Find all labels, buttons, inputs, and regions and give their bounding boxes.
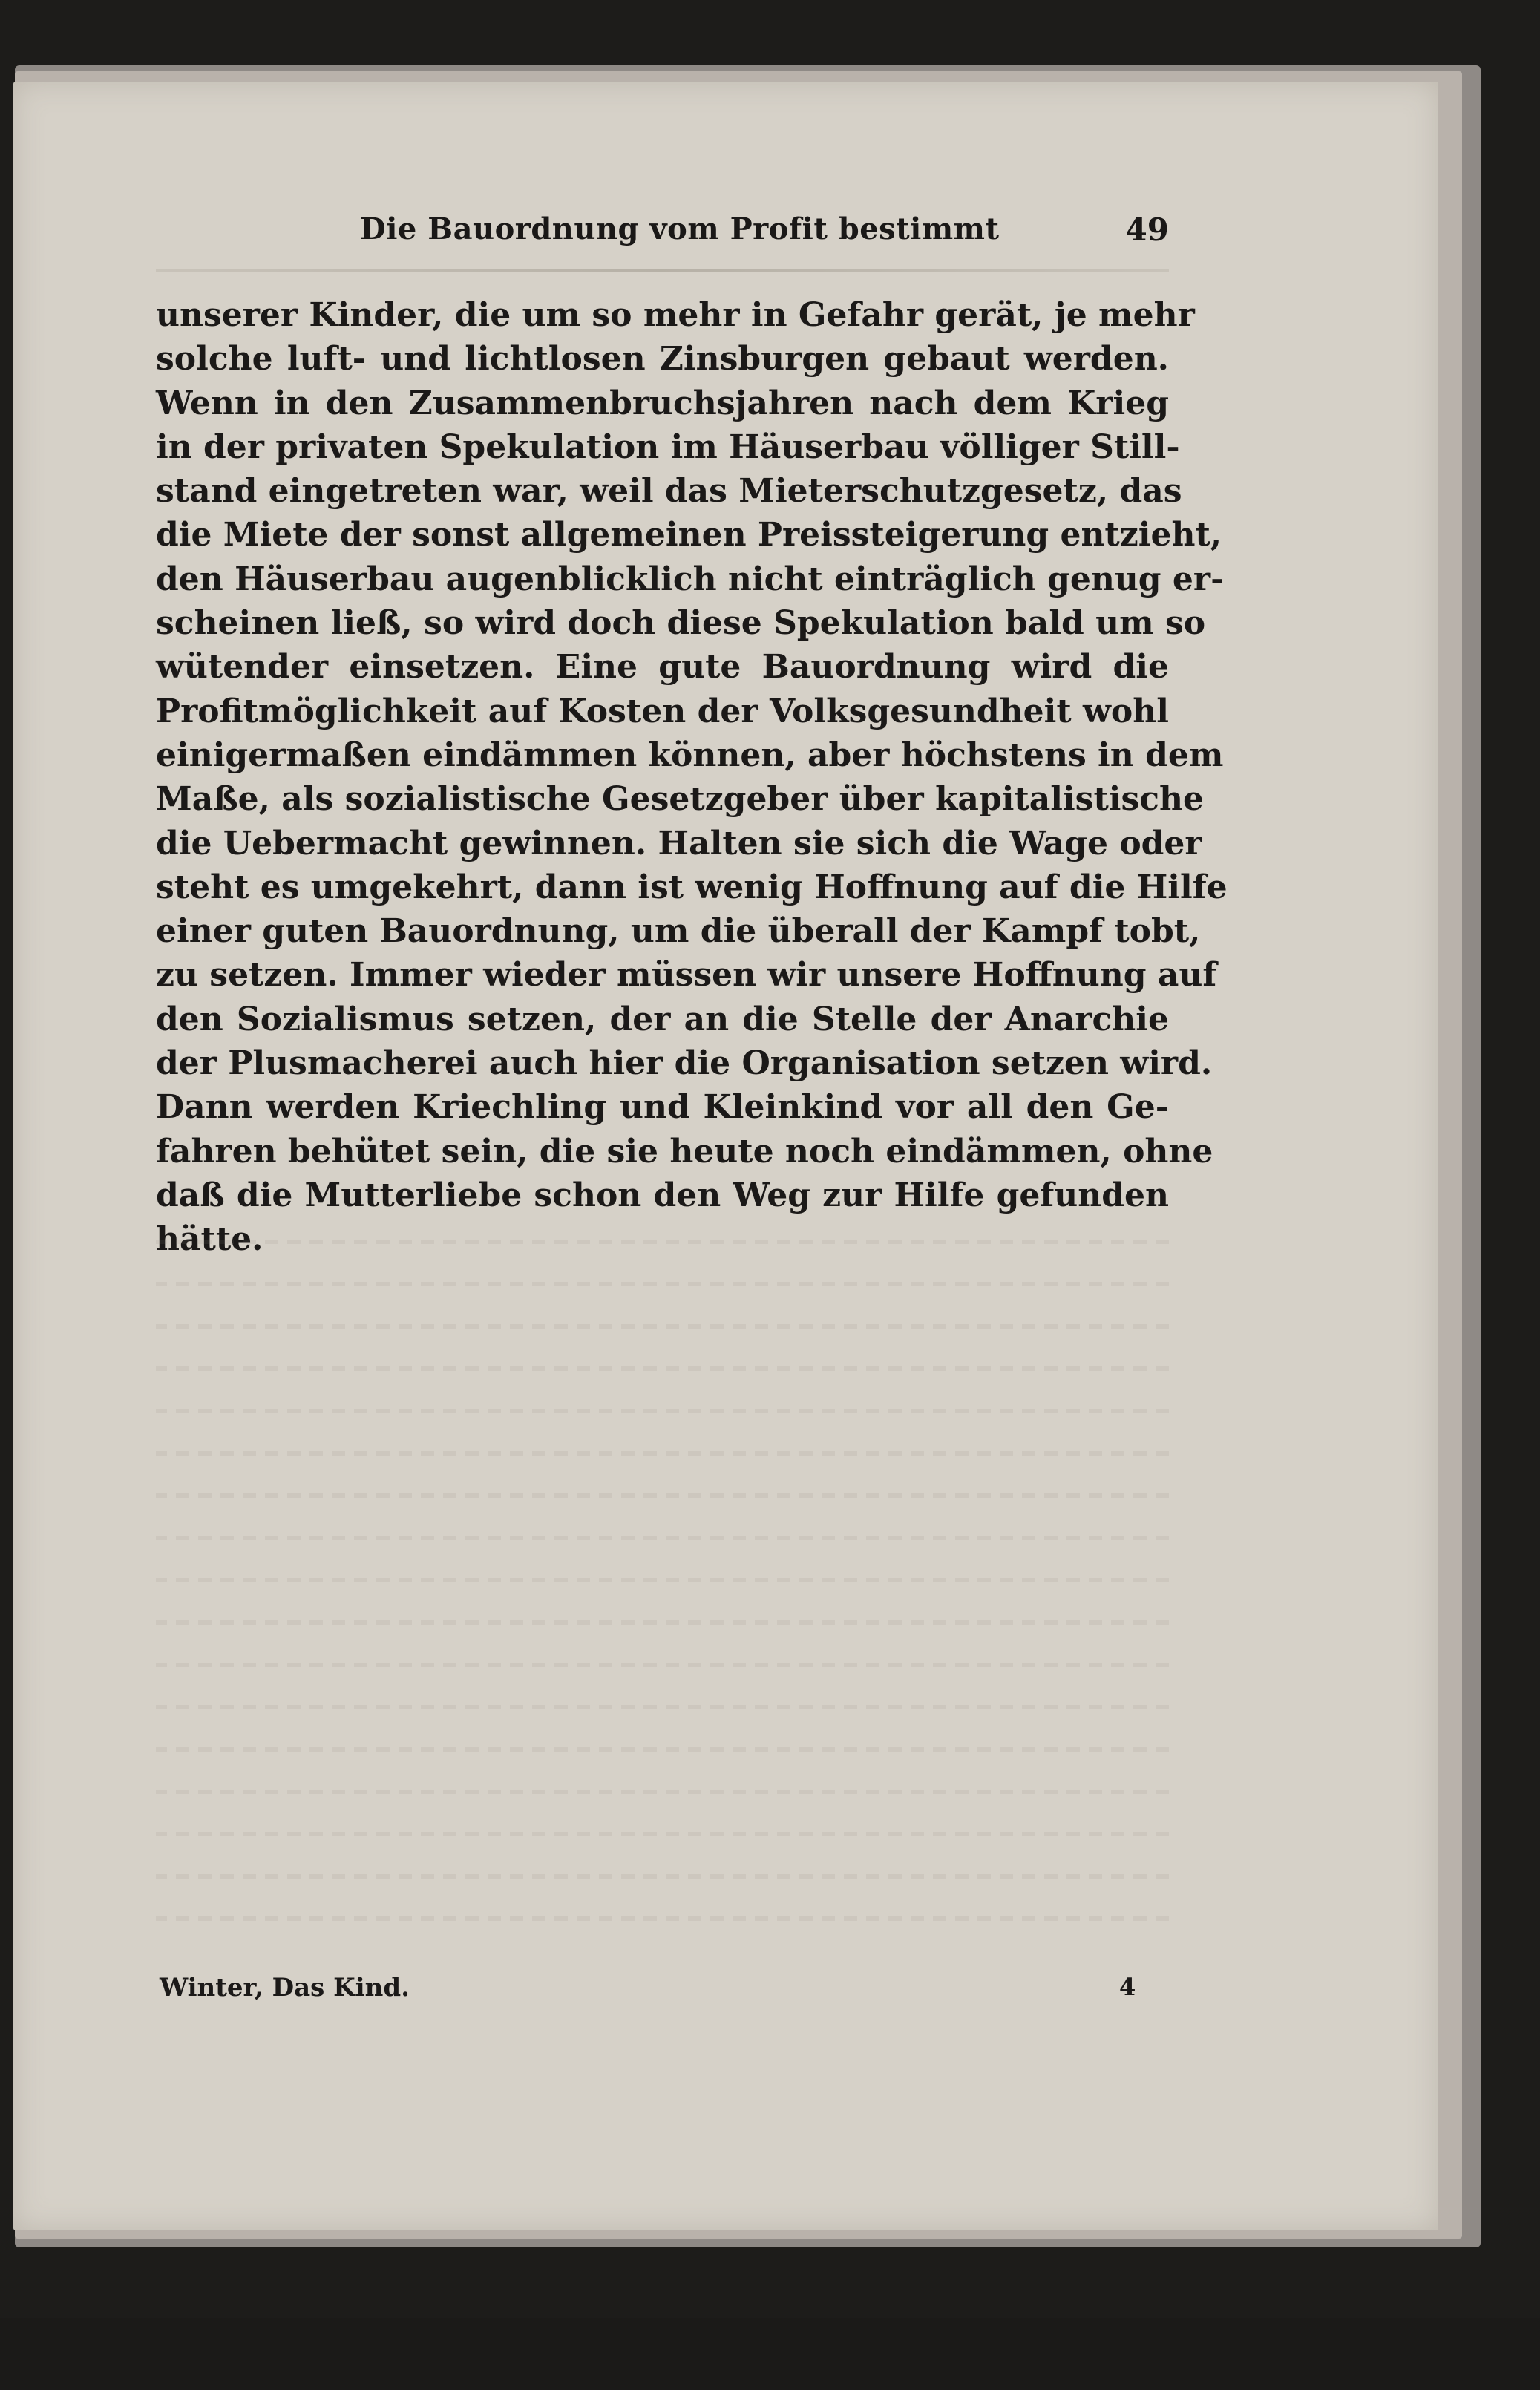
text-line: einer guten Bauordnung, um die überall der Kampf tobt,	[156, 912, 1201, 951]
text-line: in der privaten Spekulation im Häuserbau völliger Still-	[156, 428, 1180, 466]
footer-sheet-mark: 4	[1119, 1973, 1136, 2001]
text-line: zu setzen. Immer wieder müssen wir unsere Hoffnung auf	[156, 956, 1217, 995]
text-line: Dann werden Kriechling und Kleinkind vor all den Ge-	[156, 1088, 1169, 1127]
text-line: unserer Kinder, die um so mehr in Gefahr gerät, je mehr	[156, 296, 1195, 334]
text-line: solche luft- und lichtlosen Zinsburgen gebaut werden.	[156, 340, 1169, 379]
text-line: die Uebermacht gewinnen. Halten sie sich die Wage oder	[156, 824, 1202, 862]
text-line: wütender einsetzen. Eine gute Bauordnung wird die	[156, 648, 1169, 687]
body-paragraph	[156, 293, 1228, 1262]
text-line: steht es umgekehrt, dann ist wenig Hoffnung auf die Hilfe	[156, 868, 1228, 906]
text-line: den Sozialismus setzen, der an die Stelle der Anarchie	[156, 1000, 1169, 1038]
running-header	[156, 212, 1169, 256]
text-line: scheinen ließ, so wird doch diese Spekulation bald um so	[156, 604, 1206, 643]
header-rule	[156, 269, 1169, 272]
text-line-last: hätte.	[156, 1220, 263, 1259]
text-line: daß die Mutterliebe schon den Weg zur Hilfe gefunden	[156, 1176, 1169, 1214]
text-line: den Häuserbau augenblicklich nicht einträglich genug er-	[156, 560, 1225, 598]
text-line: Wenn in den Zusammenbruchsjahren nach dem Krieg	[156, 384, 1169, 422]
page-number: 49	[1125, 212, 1169, 248]
text-line: die Miete der sonst allgemeinen Preissteigerung entzieht,	[156, 516, 1222, 554]
text-line: einigermaßen eindämmen können, aber höchstens in dem	[156, 736, 1224, 774]
text-line: Profitmöglichkeit auf Kosten der Volksgesundheit wohl	[156, 692, 1169, 730]
running-header-title: Die Bauordnung vom Profit bestimmt	[360, 212, 1000, 246]
text-line: stand eingetreten war, weil das Mieterschutzgesetz, das	[156, 472, 1182, 511]
text-line: fahren behütet sein, die sie heute noch eindämmen, ohne	[156, 1132, 1213, 1171]
text-line: der Plusmacherei auch hier die Organisation setzen wird.	[156, 1044, 1213, 1083]
text-line: Maße, als sozialistische Gesetzgeber über kapitalistische	[156, 780, 1205, 819]
footer-signature: Winter, Das Kind.	[160, 1973, 410, 2003]
